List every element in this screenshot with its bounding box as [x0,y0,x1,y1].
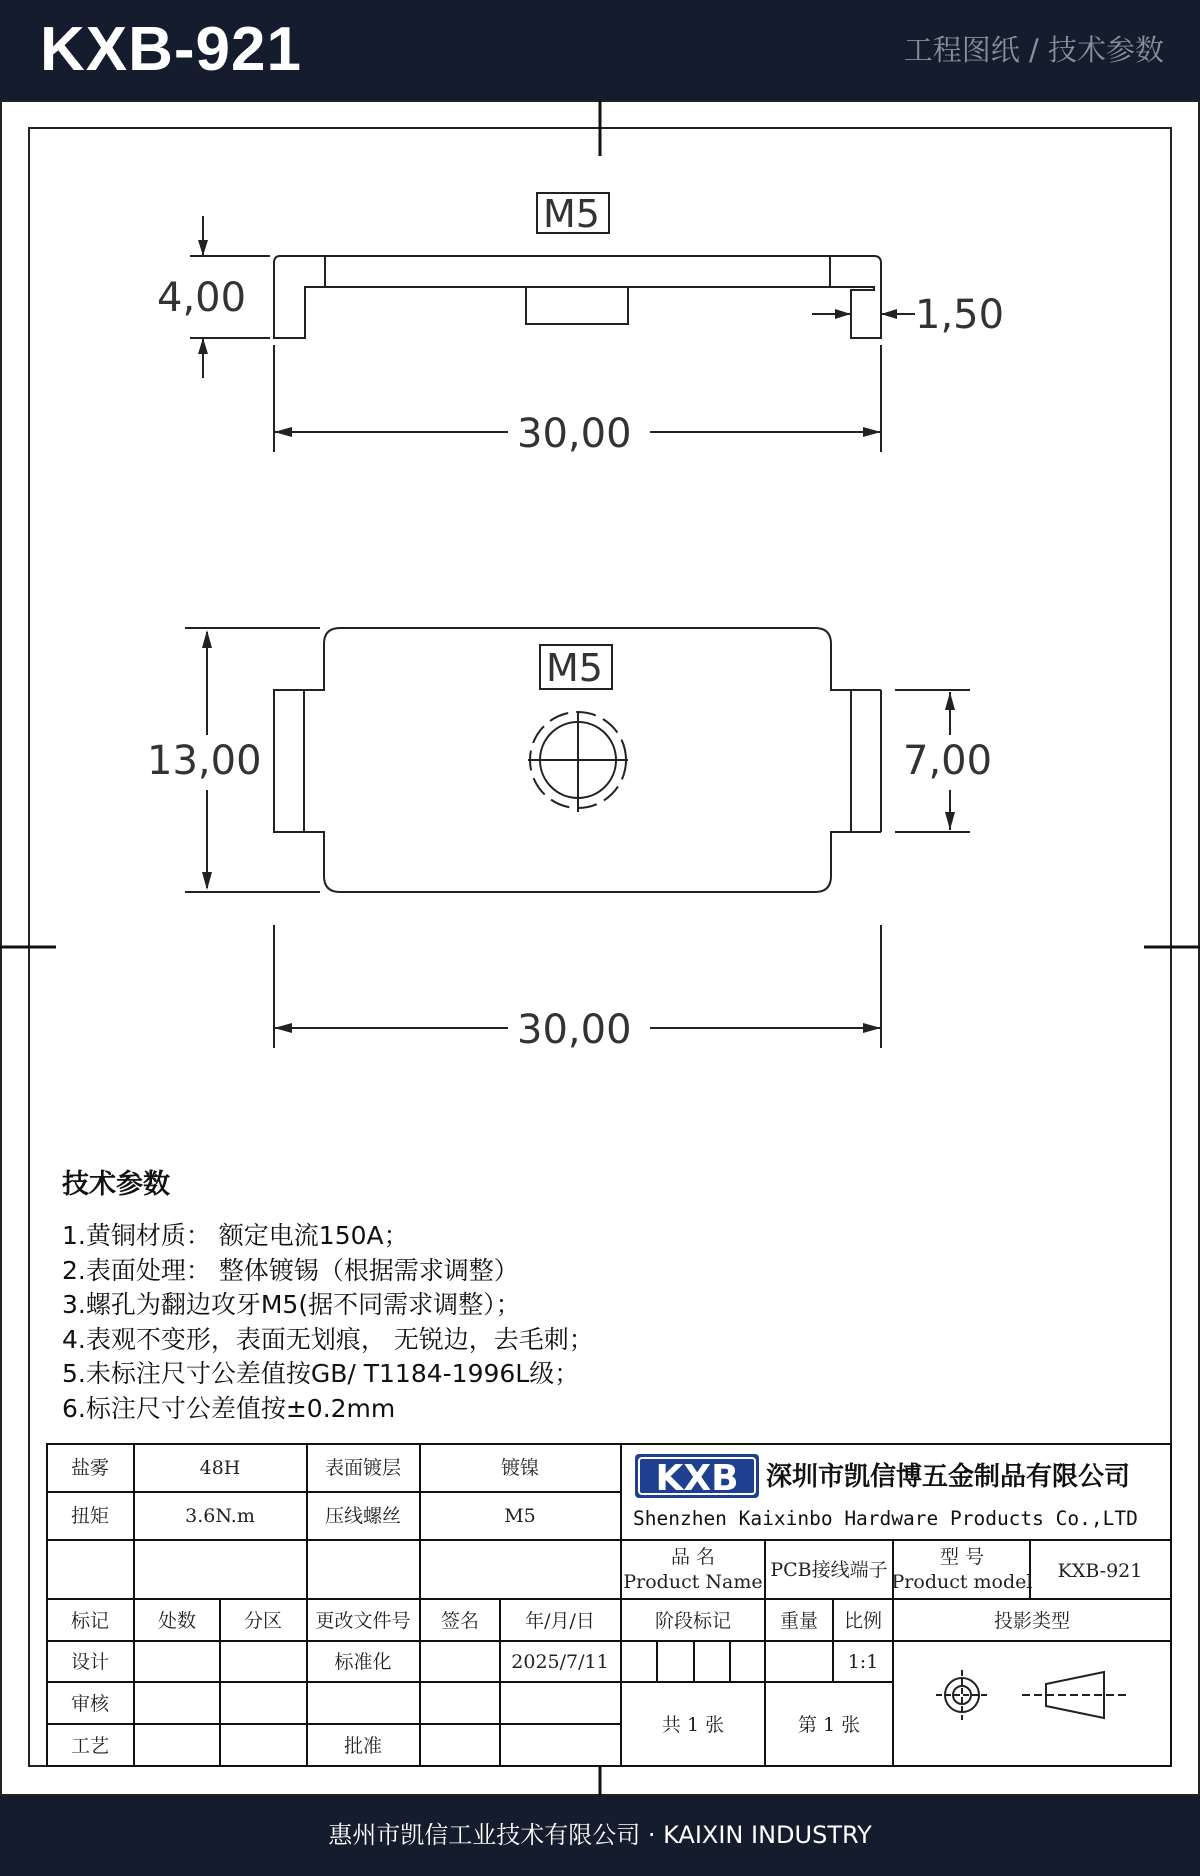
center-marks [0,100,1200,1796]
total-sheets: 共 1 张 [661,1714,725,1736]
rev-header-sign: 签名 [440,1610,480,1632]
header-bar [0,0,1200,100]
model-en: Product model [891,1571,1033,1593]
tech-params-heading: 技术参数 [62,1169,170,1200]
standardization-label: 标准化 [334,1651,392,1673]
stage-mark-label: 阶段标记 [654,1610,732,1632]
side-thickness-label: 1,50 [915,292,1005,338]
tech-param-item: 4.表观不变形，表面无划痕， 无锐边，去毛刺； [62,1324,594,1354]
top-dim-tab [903,692,992,830]
company-name-en: Shenzhen Kaixinbo Hardware Products Co.,LTD [633,1507,1138,1530]
tech-param-item: 6.标注尺寸公差值按±0.2mm [62,1393,396,1423]
review-label: 审核 [70,1693,110,1715]
title-block [47,1444,1171,1766]
coating-value: 镀镍 [500,1457,540,1479]
screw-value: M5 [504,1505,536,1527]
model-value: KXB-921 [1057,1560,1143,1582]
tech-param-item: 1.黄铜材质： 额定电流150A； [62,1221,409,1250]
side-thread-callout [537,192,609,236]
design-label: 设计 [70,1651,110,1673]
top-height-label: 13,00 [147,738,262,784]
footer-bar [0,1796,1200,1876]
rev-header-doc: 更改文件号 [315,1610,411,1632]
tech-param-item: 5.未标注尺寸公差值按GB/ T1184-1996L级； [62,1359,580,1388]
company-logo [635,1454,759,1499]
process-label: 工艺 [70,1735,110,1757]
projection-label: 投影类型 [993,1610,1071,1632]
side-dim-thickness [812,292,1004,338]
side-width-label: 30,00 [517,411,632,457]
page-subtitle: 工程图纸 / 技术参数 [903,33,1164,67]
page-title: KXB-921 [40,15,302,84]
coating-label: 表面镀层 [324,1457,402,1479]
top-tab-label: 7,00 [903,738,993,784]
torque-value: 3.6N.m [185,1505,255,1527]
tech-params [62,1165,782,1426]
rev-header-mark: 标记 [70,1610,110,1632]
side-dim-width [274,411,881,457]
engineering-drawing [0,100,1200,1796]
screw-label: 压线螺丝 [324,1505,402,1527]
rev-header-zone: 分区 [243,1610,283,1632]
salt-spray-value: 48H [199,1457,241,1479]
top-dim-height [147,630,262,890]
tech-param-item: 3.螺孔为翻边攻牙M5(据不同需求调整）； [62,1290,521,1319]
top-thread-label: M5 [546,646,603,690]
model-cn: 型 号 [939,1546,985,1568]
top-dim-width [274,1007,881,1053]
top-view [185,628,970,1048]
scale-value: 1:1 [847,1651,879,1673]
company-name-cn: 深圳市凯信博五金制品有限公司 [766,1462,1131,1492]
top-thread-callout [540,645,612,690]
tech-param-item: 2.表面处理： 整体镀锡（根据需求调整） [62,1255,519,1285]
projection-symbol-icon [936,1670,1128,1720]
side-height-label: 4,00 [157,275,247,321]
rev-header-date: 年/月/日 [525,1610,595,1632]
side-dim-height [157,216,246,378]
product-name-cn: 品 名 [670,1546,716,1568]
sheet-number: 第 1 张 [797,1714,861,1736]
date-value: 2025/7/11 [511,1651,609,1673]
weight-label: 重量 [779,1610,819,1632]
scale-label: 比例 [843,1610,883,1632]
torque-label: 扭矩 [70,1505,110,1527]
rev-header-count: 处数 [157,1610,197,1632]
product-name-value: PCB接线端子 [770,1559,888,1581]
side-thread-label: M5 [543,192,600,236]
top-width-label: 30,00 [517,1007,632,1053]
footer-text: 惠州市凯信工业技术有限公司 · KAIXIN INDUSTRY [328,1821,872,1849]
salt-spray-label: 盐雾 [70,1457,110,1479]
product-name-en: Product Name [623,1571,763,1593]
approve-label: 批准 [343,1735,383,1757]
logo-text: KXB [655,1458,739,1499]
